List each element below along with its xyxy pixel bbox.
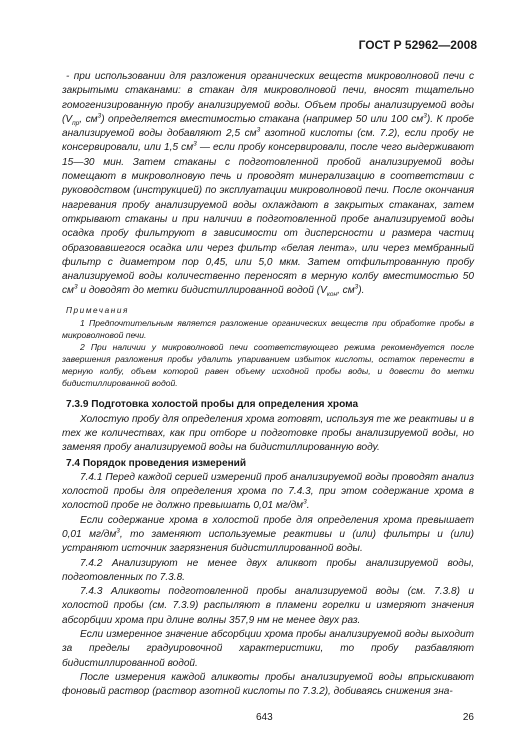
document-body (62, 70, 474, 700)
section-heading-7-4: 7.4 Порядок проведения измерений (66, 457, 247, 469)
notes-title: Примечания (66, 305, 129, 315)
paragraph-7-4-3: 7.4.3 Аликвоты подготовленной пробы анализируемой воды (см. 7.3.8) и холостой пробы (см. 7.3.9) распыляют в пламени горелки и измеряют значения абсорбции хрома при длине волны 357,9 нм не менее двух раз. (62, 586, 474, 626)
note-1: 1 Предпочтительным является разложение органических веществ при обработке пробы в микроволновой печи. (62, 317, 474, 340)
standard-header: ГОСТ Р 52962—2008 (358, 38, 477, 52)
section-7-3-9-text: Холостую пробу для определения хрома готовят, используя те же реактивы и в тех же количествах, как при отборе и подготовке пробы анализируемой воды, но заменяя пробу анализируемой воды на бидистиллированную воду. (62, 413, 474, 454)
paragraph-7-4-1: 7.4.1 Перед каждой серией измерений проб анализируемой воды проводят анализ холостой пробы для определения хрома по 7.4.3, при этом содержание хрома в холостой пробе не должно превышать 0,01 $мг/дм^3$. (62, 471, 474, 512)
paragraph-7-4-1-cont: Если содержание хрома в холостой пробе для определения хрома превышает 0,01 $мг/дм^3$, то заменяют используемые реактивы и (или) фильтры и (или) устраняют источник загрязнения бидистиллированной воды. (62, 514, 474, 555)
microwave-procedure-paragraph: - при использовании для разложения органических веществ микроволновой печи с закрытыми стаканами: в стакан для микроволновой печи, вносят тщательно гомогенизированную пробу анализируемой воды. Объем пробы анализируемой воды ($V_{пр}$, $см^3$) определяется вместимостью стакана (например 50 или 100 $см^3$). К пробе анализируемой воды добавляют 2,5 $см^3$ азотной кислоты (см. 7.2), если пробу не консервировали, или 1,5 $см^3$ — если пробу консервировали, после чего выдерживают 15—30 мин. Затем стаканы с подготовленной пробой анализируемой воды помещают в микроволновую печь и проводят минерализацию в соответствии с руководством (инструкцией) по эксплуатации микроволновой печи. После окончания нагревания пробу анализируемой воды охлаждают в закрытых стаканах, затем открывают стаканы и при наличии в подготовленной пробе анализируемой воды осадка пробу фильтруют в зависимости от дисперсности и размера частиц образовавшегося осадка или через фильтр «белая лента», или через мембранный фильтр с диаметром пор 0,45, или 5,0 мкм. Затем отфильтрованную пробу анализируемой воды количественно переносят в мерную колбу вместимостью 50 $см^3$ и доводят до метки бидистиллированной водой ($V_{кон}$, $см^3$). (62, 71, 475, 299)
note-2: 2 При наличии у микроволновой печи соответствующего режима рекомендуется после завершения разложения пробы удалить упариванием избыток кислоты, остаток перенести в мерную колбу, объем которой равен объему исходной пробы воды, и довести до метки бидистиллированной водой. (62, 341, 474, 389)
paragraph-7-4-3-dilution: Если измеренное значение абсорбции хрома пробы анализируемой воды выходит за пределы градуировочной характеристики, то пробу разбавляют бидистиллированной водой. (62, 629, 474, 669)
paragraph-7-4-2: 7.4.2 Анализируют не менее двух аликвот пробы анализируемой воды, подготовленных по 7.3.8. (62, 557, 474, 583)
section-heading-7-3-9: 7.3.9 Подготовка холостой пробы для определения хрома (66, 399, 359, 411)
footer-center-page: 643 (256, 712, 273, 723)
paragraph-7-4-3-background: После измерения каждой аликвоты пробы анализируемой воды впрыскивают фоновый раствор (раствор азотной кислоты по 7.3.2), добиваясь снижения зна- (62, 671, 474, 698)
footer-page-number: 26 (462, 712, 474, 723)
